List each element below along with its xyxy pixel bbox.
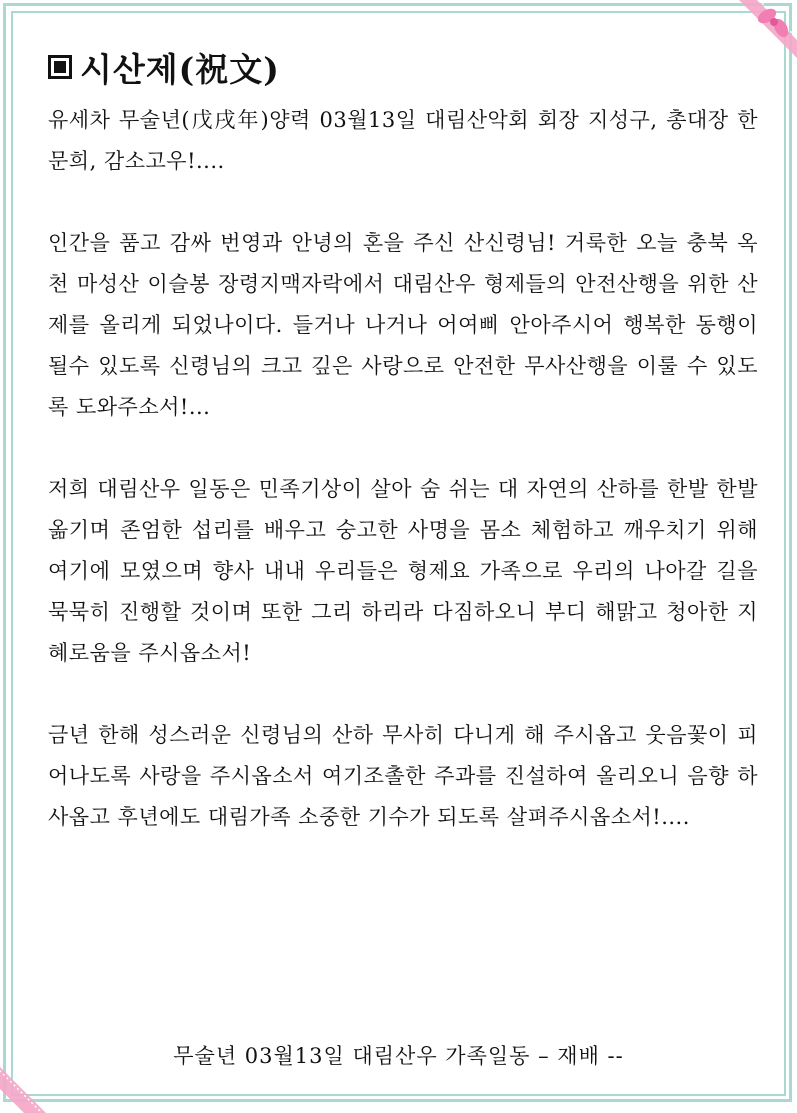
footer-signature: 무술년 03월13일 대림산우 가족일동 – 재배 --	[173, 1044, 624, 1068]
paragraph-invocation: 유세차 무술년(戊戌年)양력 03월13일 대림산악회 회장 지성구, 총대장 한문희, 감소고우!....	[48, 108, 758, 173]
page-title	[48, 44, 758, 90]
paragraph-prayer-wisdom: 저희 대림산우 일동은 민족기상이 살아 숨 쉬는 대 자연의 산하를 한발 한발 옮기며 존엄한 섭리를 배우고 숭고한 사명을 몸소 체험하고 깨우치기 위해 여기에 모였으며 향사 내내 우리들은 형제요 가족으로 우리의 나아갈 길을 묵묵히 진행할 것이며 또한 그리 하리라 다짐하오니 부디 해맑고 청아한 지혜로움을 주시옵소서!	[48, 477, 758, 665]
paragraph-prayer-safety: 인간을 품고 감싸 번영과 안녕의 혼을 주신 산신령님! 거룩한 오늘 충북 옥천 마성산 이슬봉 장령지맥자락에서 대림산우 형제들의 안전산행을 위한 산제를 올리게 되었나이다. 들거나 나거나 어여삐 안아주시어 행복한 동행이 될수 있도록 신령님의 크고 깊은 사랑으로 안전한 무사산행을 이룰 수 있도록 도와주소서!...	[48, 231, 758, 419]
document-body	[48, 44, 758, 838]
paragraph-prayer-blessing: 금년 한해 성스러운 신령님의 산하 무사히 다니게 해 주시옵고 웃음꽃이 피어나도록 사랑을 주시옵소서 여기조촐한 주과를 진설하여 올리오니 음향 하사옵고 후년에도 대림가족 소중한 기수가 되도록 살펴주시옵소서!....	[48, 723, 758, 829]
square-bullet-icon	[48, 55, 72, 79]
page-title-text: 시산제(祝文)	[80, 49, 280, 89]
